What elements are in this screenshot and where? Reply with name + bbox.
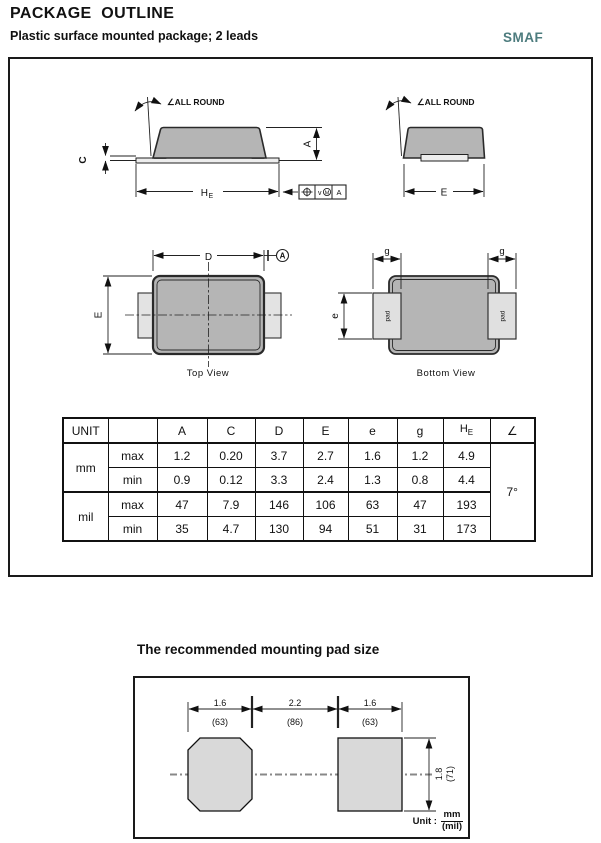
value-cell: 106: [303, 492, 348, 517]
bottom-view-diagram: [330, 246, 516, 379]
value-cell: 51: [348, 517, 397, 542]
unit-cell-mil: mil: [63, 492, 108, 541]
end-view-pad-notch: [421, 155, 468, 162]
dim-c: [106, 143, 137, 174]
unit-numerator: mm: [443, 809, 461, 821]
table-header-angle: ∠: [490, 418, 535, 443]
limit-cell: max: [108, 443, 157, 468]
value-cell: 4.4: [443, 468, 490, 493]
limit-cell: min: [108, 517, 157, 542]
pad-label-right: pad: [499, 310, 507, 322]
package-outline-drawing: [10, 64, 590, 414]
mold-flash-line: [148, 97, 152, 156]
top-view-lead-left: [138, 293, 153, 338]
table-header-blank: [108, 418, 157, 443]
datum-reference: A: [336, 187, 342, 197]
dimensions-table: [62, 417, 536, 542]
table-header-c: C: [207, 418, 255, 443]
table-header-row: [63, 418, 535, 443]
package-name-badge: SMAF: [503, 30, 544, 45]
value-cell: 173: [443, 517, 490, 542]
dim-label-e-top: E: [93, 311, 105, 319]
value-cell: 2.4: [303, 468, 348, 493]
value-cell: 31: [397, 517, 443, 542]
pad-dim-height-mil: (71): [445, 765, 455, 783]
value-cell: 4.7: [207, 517, 255, 542]
value-cell: 3.7: [255, 443, 303, 468]
dim-label-c: C: [78, 156, 89, 164]
pad-dim-right-mil: (63): [361, 717, 379, 727]
value-cell: 0.9: [157, 468, 207, 493]
value-cell: 0.8: [397, 468, 443, 493]
table-header-unit: UNIT: [63, 418, 108, 443]
dim-label-g-left: g: [384, 246, 390, 257]
pad-dim-gap-mil: (86): [286, 717, 304, 727]
unit-denominator: (mil): [441, 821, 462, 833]
mold-flash-line: [398, 97, 402, 156]
angle-value-cell: 7°: [490, 443, 535, 541]
unit-fraction: [441, 810, 463, 833]
value-cell: 7.9: [207, 492, 255, 517]
end-view-diagram: [386, 97, 485, 199]
top-view-diagram: [94, 249, 293, 379]
unit-prefix: Unit :: [412, 816, 437, 828]
value-cell: 1.3: [348, 468, 397, 493]
table-header-a: A: [157, 418, 207, 443]
end-view-body: [404, 128, 485, 159]
value-cell: 146: [255, 492, 303, 517]
datum-a-letter: A: [279, 251, 286, 261]
table-row-mm-min: [63, 468, 535, 493]
dim-a: [266, 128, 322, 161]
unit-label: [413, 810, 463, 833]
pad-dim-right-mm: 1.6: [363, 698, 377, 708]
value-cell: 47: [157, 492, 207, 517]
value-cell: 94: [303, 517, 348, 542]
value-cell: 63: [348, 492, 397, 517]
mounting-pad-heading: The recommended mounting pad size: [137, 642, 380, 657]
value-cell: 1.6: [348, 443, 397, 468]
value-cell: 2.7: [303, 443, 348, 468]
top-view-lead-right: [264, 293, 281, 338]
page-subtitle: Plastic surface mounted package; 2 leads: [10, 29, 259, 43]
table-header-g: g: [397, 418, 443, 443]
value-cell: 0.12: [207, 468, 255, 493]
all-round-label-end: ∠ALL ROUND: [417, 97, 475, 107]
page-title: PACKAGE OUTLINE: [10, 5, 175, 22]
value-cell: 193: [443, 492, 490, 517]
pad-dim-left-mm: 1.6: [213, 698, 227, 708]
dim-label-a: A: [302, 140, 314, 148]
value-cell: 0.20: [207, 443, 255, 468]
unit-cell-mm: mm: [63, 443, 108, 492]
pad-label-left: pad: [384, 310, 392, 322]
dim-label-d: D: [204, 252, 213, 263]
mounting-pad-panel: [133, 676, 470, 839]
value-cell: 3.3: [255, 468, 303, 493]
mounting-pad-left-shape: [188, 738, 252, 811]
mmc-modifier-letter: M: [324, 190, 330, 197]
pad-dim-left-mil: (63): [211, 717, 229, 727]
side-view-diagram: [78, 97, 346, 200]
value-cell: 35: [157, 517, 207, 542]
limit-cell: max: [108, 492, 157, 517]
bottom-view-body: [389, 276, 499, 354]
value-cell: 1.2: [157, 443, 207, 468]
dim-label-e-bottom: e: [330, 313, 341, 319]
side-view-body: [153, 128, 266, 159]
dim-e-bottom: [338, 293, 372, 339]
table-header-e: E: [303, 418, 348, 443]
value-cell: 1.2: [397, 443, 443, 468]
dim-label-g-right: g: [499, 246, 505, 257]
dim-label-e-end: E: [440, 187, 448, 199]
tolerance-frame: [283, 185, 346, 199]
limit-cell: min: [108, 468, 157, 493]
mounting-pad-right-shape: [338, 738, 402, 811]
value-cell: 4.9: [443, 443, 490, 468]
dim-label-he-sub: E: [208, 193, 214, 200]
tolerance-value: v: [318, 189, 322, 197]
pad-dim-height-mm: 1.8: [434, 767, 444, 781]
table-row-mil-max: [63, 492, 535, 517]
datum-a-flag: [264, 250, 289, 262]
table-header-he: $H_E$: [443, 418, 490, 443]
table-row-mm-max: [63, 443, 535, 468]
bottom-view-caption: Bottom View: [416, 368, 476, 379]
table-header-e-small: e: [348, 418, 397, 443]
top-view-caption: Top View: [186, 368, 230, 379]
all-round-label-side: ∠ALL ROUND: [167, 97, 225, 107]
table-header-d: D: [255, 418, 303, 443]
value-cell: 130: [255, 517, 303, 542]
pad-dim-gap-mm: 2.2: [288, 698, 302, 708]
value-cell: 47: [397, 492, 443, 517]
dim-label-he: H: [200, 188, 208, 199]
table-row-mil-min: [63, 517, 535, 542]
